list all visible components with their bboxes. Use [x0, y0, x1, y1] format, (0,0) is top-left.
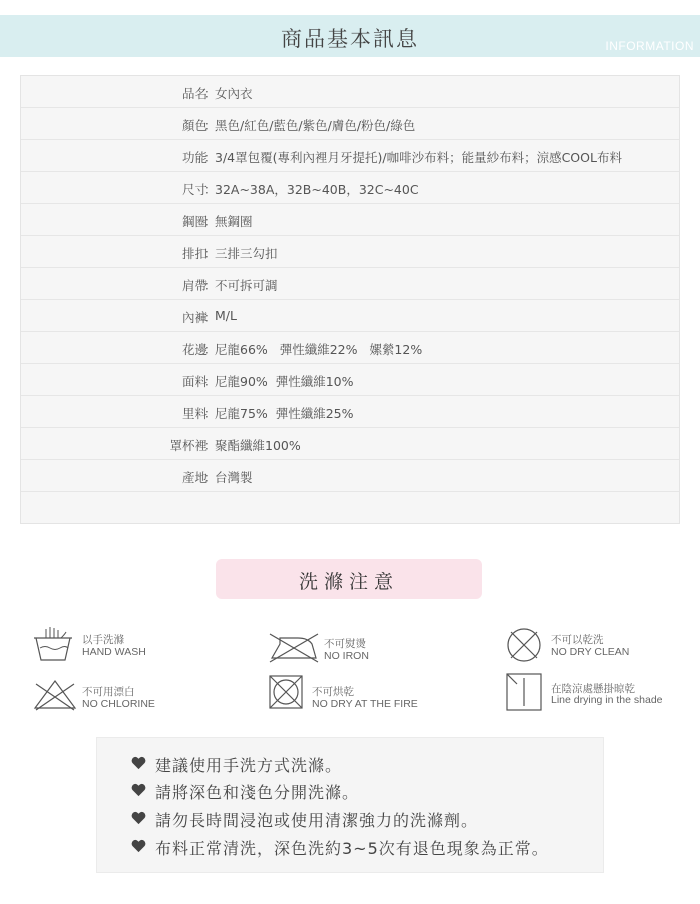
no-chlorine-icon	[32, 678, 78, 716]
note-text: 布料正常清洗，深色洗約3~5次有退色現象為正常。	[155, 839, 549, 858]
spec-value: 尼龍75% 彈性纖維25%	[215, 406, 354, 421]
care-no-tumble-dry	[268, 674, 488, 714]
spec-label: 產地	[181, 470, 207, 485]
note-text: 請勿長時間浸泡或使用清潔強力的洗滌劑。	[155, 811, 479, 830]
spec-colon: ：	[204, 278, 217, 293]
care-label-zh: 不可用漂白	[82, 686, 135, 698]
spec-colon: ：	[204, 438, 217, 453]
spec-row	[21, 460, 679, 492]
wash-title: 洗滌注意	[298, 571, 399, 593]
heart-icon	[131, 839, 146, 853]
spec-label: 面料	[181, 374, 207, 389]
spec-label: 花邊	[181, 342, 207, 357]
spec-value: 黑色/紅色/藍色/紫色/膚色/粉色/綠色	[215, 118, 416, 133]
spec-label: 功能	[181, 150, 207, 165]
spec-label: 尺寸	[181, 182, 207, 197]
spec-value: 32A~38A，32B~40B，32C~40C	[215, 182, 419, 197]
spec-value: M/L	[215, 308, 237, 323]
spec-colon: ：	[204, 214, 217, 229]
hand-wash-icon	[32, 626, 76, 668]
spec-label: 鋼圈	[181, 214, 207, 229]
no-dry-clean-icon	[505, 626, 543, 668]
care-no-iron	[268, 630, 488, 670]
info-header	[0, 15, 700, 57]
spec-value: 尼龍66% 彈性纖維22% 嫘縈12%	[215, 342, 423, 357]
spec-row	[21, 332, 679, 364]
note-text: 建議使用手洗方式洗滌。	[155, 756, 343, 775]
heart-icon	[131, 756, 146, 770]
spec-row	[21, 76, 679, 108]
spec-value: 不可拆可調	[215, 278, 278, 293]
spec-row	[21, 364, 679, 396]
care-label-en: Line drying in the shade	[551, 694, 663, 706]
spec-label: 里料	[181, 406, 207, 421]
spec-row	[21, 108, 679, 140]
spec-colon: ：	[204, 182, 217, 197]
spec-colon: ：	[204, 374, 217, 389]
spec-value: 女內衣	[215, 86, 253, 101]
spec-label: 罩杯裡	[169, 438, 207, 453]
notes-box	[96, 737, 604, 873]
spec-label: 顏色	[181, 118, 207, 133]
info-title: 商品基本訊息	[281, 27, 419, 51]
care-label-zh: 在陰涼處懸掛晾乾	[551, 683, 635, 695]
spec-colon: ：	[204, 406, 217, 421]
spec-colon: ：	[204, 342, 217, 357]
spec-value: 台灣製	[215, 470, 253, 485]
spec-colon: ：	[204, 310, 217, 325]
spec-row	[21, 140, 679, 172]
no-tumble-dry-icon	[268, 674, 304, 714]
spec-colon: ：	[204, 246, 217, 261]
spec-row	[21, 268, 679, 300]
spec-value: 聚酯纖維100%	[215, 438, 301, 453]
spec-row-empty	[21, 492, 679, 524]
spec-value: 尼龍90% 彈性纖維10%	[215, 374, 354, 389]
spec-row	[21, 300, 679, 332]
spec-value: 三排三勾扣	[215, 246, 278, 261]
line-dry-shade-icon	[505, 672, 543, 716]
spec-row	[21, 172, 679, 204]
spec-colon: ：	[204, 86, 217, 101]
care-no-chlorine	[32, 678, 232, 718]
spec-label: 品名	[181, 86, 207, 101]
care-hand-wash	[32, 626, 232, 666]
care-label-zh: 不可烘乾	[312, 686, 354, 698]
heart-icon	[131, 811, 146, 825]
spec-label: 肩帶	[181, 278, 207, 293]
care-no-dry-clean	[505, 626, 695, 666]
spec-value: 3/4罩包覆(專利內裡月牙提托)/咖啡沙布料；能量紗布料；涼感COOL布料	[215, 150, 622, 165]
note-text: 請將深色和淺色分開洗滌。	[155, 783, 360, 802]
info-subtitle-en: INFORMATION	[605, 39, 694, 53]
wash-badge	[216, 559, 482, 599]
spec-label: 內褲	[181, 310, 207, 325]
care-label-en: HAND WASH	[82, 646, 146, 658]
no-iron-icon	[268, 630, 320, 668]
spec-colon: ：	[204, 150, 217, 165]
care-label-en: NO IRON	[324, 650, 369, 662]
spec-row	[21, 428, 679, 460]
care-label-en: NO CHLORINE	[82, 698, 155, 710]
care-label-zh: 以手洗滌	[82, 634, 124, 646]
spec-row	[21, 396, 679, 428]
care-label-en: NO DRY CLEAN	[551, 646, 630, 658]
care-line-dry-shade	[505, 672, 700, 712]
spec-label: 排扣	[181, 246, 207, 261]
care-label-zh: 不可以乾洗	[551, 634, 604, 646]
care-label-zh: 不可熨燙	[324, 638, 366, 650]
spec-colon: ：	[204, 470, 217, 485]
heart-icon	[131, 783, 146, 797]
spec-table	[20, 75, 680, 524]
spec-colon: ：	[204, 118, 217, 133]
spec-row	[21, 204, 679, 236]
spec-row	[21, 236, 679, 268]
spec-value: 無鋼圈	[215, 214, 253, 229]
care-label-en: NO DRY AT THE FIRE	[312, 698, 418, 710]
